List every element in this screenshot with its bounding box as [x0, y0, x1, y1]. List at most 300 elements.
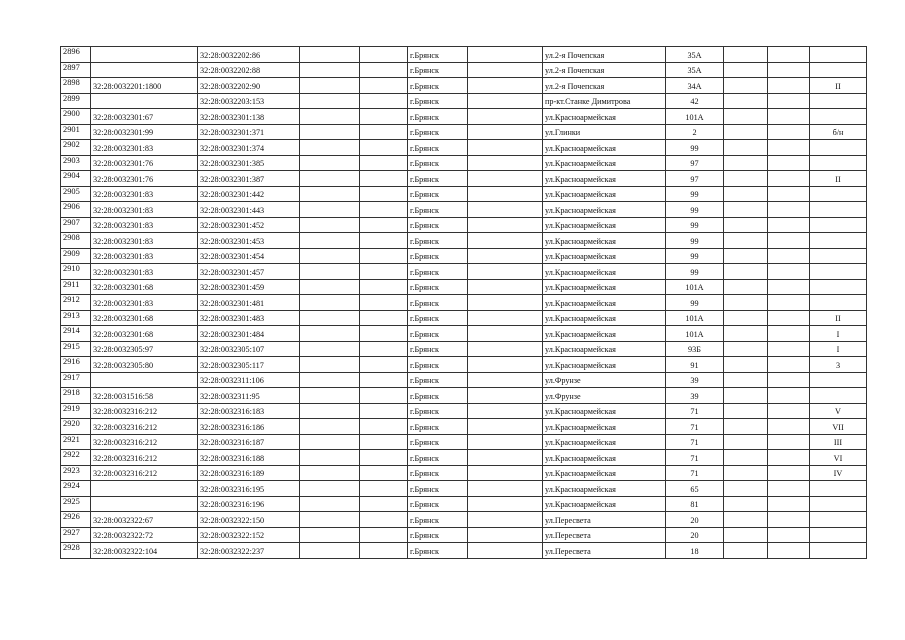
- empty-cell: [724, 372, 768, 388]
- empty-cell: [768, 248, 810, 264]
- parcel-cadastral-number: 32:28:0032301:83: [91, 202, 198, 218]
- table-row: [61, 310, 867, 326]
- empty-cell: [468, 419, 543, 435]
- row-number: 2908: [61, 233, 91, 249]
- empty-cell: [768, 155, 810, 171]
- object-cadastral-number: 32:28:0032301:459: [198, 279, 300, 295]
- parcel-cadastral-number: 32:28:0032301:83: [91, 186, 198, 202]
- letter-cell: [810, 543, 867, 559]
- row-number: 2927: [61, 527, 91, 543]
- letter-cell: [810, 62, 867, 78]
- empty-cell: [768, 109, 810, 125]
- object-cadastral-number: 32:28:0032301:371: [198, 124, 300, 140]
- object-cadastral-number: 32:28:0032301:454: [198, 248, 300, 264]
- street-cell: ул.Красноармейская: [543, 434, 666, 450]
- city-cell: г.Брянск: [408, 341, 468, 357]
- street-cell: ул.2-я Почепская: [543, 78, 666, 94]
- empty-cell: [724, 512, 768, 528]
- empty-cell: [768, 450, 810, 466]
- empty-cell: [360, 124, 408, 140]
- house-number-cell: 99: [666, 186, 724, 202]
- house-number-cell: 34А: [666, 78, 724, 94]
- object-cadastral-number: 32:28:0032322:152: [198, 527, 300, 543]
- empty-cell: [360, 186, 408, 202]
- parcel-cadastral-number: 32:28:0032301:68: [91, 310, 198, 326]
- object-cadastral-number: 32:28:0032301:374: [198, 140, 300, 156]
- empty-cell: [724, 450, 768, 466]
- table-row: [61, 434, 867, 450]
- empty-cell: [768, 341, 810, 357]
- street-cell: ул.Красноармейская: [543, 202, 666, 218]
- house-number-cell: 99: [666, 217, 724, 233]
- empty-cell: [300, 419, 360, 435]
- letter-cell: [810, 248, 867, 264]
- letter-cell: VI: [810, 450, 867, 466]
- street-cell: ул.Красноармейская: [543, 248, 666, 264]
- empty-cell: [360, 496, 408, 512]
- empty-cell: [360, 109, 408, 125]
- letter-cell: [810, 217, 867, 233]
- empty-cell: [468, 186, 543, 202]
- table-row: [61, 233, 867, 249]
- row-number: 2899: [61, 93, 91, 109]
- empty-cell: [724, 155, 768, 171]
- empty-cell: [724, 543, 768, 559]
- row-number: 2909: [61, 248, 91, 264]
- empty-cell: [724, 124, 768, 140]
- empty-cell: [300, 465, 360, 481]
- letter-cell: [810, 279, 867, 295]
- empty-cell: [468, 310, 543, 326]
- house-number-cell: 71: [666, 419, 724, 435]
- empty-cell: [300, 248, 360, 264]
- house-number-cell: 35А: [666, 62, 724, 78]
- letter-cell: [810, 233, 867, 249]
- parcel-cadastral-number: 32:28:0032301:83: [91, 295, 198, 311]
- empty-cell: [724, 62, 768, 78]
- house-number-cell: 71: [666, 465, 724, 481]
- table-row: [61, 450, 867, 466]
- empty-cell: [360, 341, 408, 357]
- empty-cell: [300, 450, 360, 466]
- empty-cell: [300, 434, 360, 450]
- empty-cell: [724, 248, 768, 264]
- row-number: 2912: [61, 295, 91, 311]
- row-number: 2923: [61, 465, 91, 481]
- empty-cell: [468, 248, 543, 264]
- table-row: [61, 171, 867, 187]
- street-cell: пр-кт.Станке Димитрова: [543, 93, 666, 109]
- empty-cell: [360, 527, 408, 543]
- empty-cell: [468, 47, 543, 63]
- empty-cell: [468, 78, 543, 94]
- letter-cell: [810, 109, 867, 125]
- row-number: 2928: [61, 543, 91, 559]
- letter-cell: [810, 527, 867, 543]
- city-cell: г.Брянск: [408, 233, 468, 249]
- street-cell: ул.Красноармейская: [543, 481, 666, 497]
- row-number: 2898: [61, 78, 91, 94]
- object-cadastral-number: 32:28:0032202:90: [198, 78, 300, 94]
- empty-cell: [300, 217, 360, 233]
- street-cell: ул.Красноармейская: [543, 109, 666, 125]
- row-number: 2897: [61, 62, 91, 78]
- street-cell: ул.Красноармейская: [543, 419, 666, 435]
- street-cell: ул.Красноармейская: [543, 465, 666, 481]
- empty-cell: [360, 93, 408, 109]
- registry-table: [60, 46, 867, 559]
- empty-cell: [724, 279, 768, 295]
- empty-cell: [768, 496, 810, 512]
- city-cell: г.Брянск: [408, 47, 468, 63]
- registry-body: [61, 47, 867, 559]
- street-cell: ул.Пересвета: [543, 543, 666, 559]
- empty-cell: [360, 450, 408, 466]
- empty-cell: [360, 217, 408, 233]
- empty-cell: [300, 326, 360, 342]
- table-row: [61, 279, 867, 295]
- empty-cell: [768, 295, 810, 311]
- empty-cell: [360, 47, 408, 63]
- letter-cell: IV: [810, 465, 867, 481]
- city-cell: г.Брянск: [408, 217, 468, 233]
- empty-cell: [468, 481, 543, 497]
- object-cadastral-number: 32:28:0032301:138: [198, 109, 300, 125]
- parcel-cadastral-number: 32:28:0032301:68: [91, 279, 198, 295]
- empty-cell: [724, 310, 768, 326]
- street-cell: ул.Красноармейская: [543, 357, 666, 373]
- parcel-cadastral-number: 32:28:0032301:76: [91, 171, 198, 187]
- object-cadastral-number: 32:28:0032301:443: [198, 202, 300, 218]
- parcel-cadastral-number: 32:28:0032322:104: [91, 543, 198, 559]
- empty-cell: [468, 217, 543, 233]
- table-row: [61, 47, 867, 63]
- empty-cell: [360, 295, 408, 311]
- city-cell: г.Брянск: [408, 527, 468, 543]
- street-cell: ул.Красноармейская: [543, 295, 666, 311]
- city-cell: г.Брянск: [408, 357, 468, 373]
- row-number: 2896: [61, 47, 91, 63]
- street-cell: ул.Пересвета: [543, 512, 666, 528]
- street-cell: ул.Красноармейская: [543, 279, 666, 295]
- parcel-cadastral-number: 32:28:0032301:83: [91, 264, 198, 280]
- row-number: 2920: [61, 419, 91, 435]
- letter-cell: II: [810, 171, 867, 187]
- parcel-cadastral-number: 32:28:0032301:67: [91, 109, 198, 125]
- city-cell: г.Брянск: [408, 450, 468, 466]
- empty-cell: [468, 326, 543, 342]
- street-cell: ул.Красноармейская: [543, 264, 666, 280]
- table-row: [61, 527, 867, 543]
- city-cell: г.Брянск: [408, 93, 468, 109]
- city-cell: г.Брянск: [408, 279, 468, 295]
- object-cadastral-number: 32:28:0032301:385: [198, 155, 300, 171]
- empty-cell: [768, 171, 810, 187]
- house-number-cell: 71: [666, 434, 724, 450]
- empty-cell: [768, 202, 810, 218]
- empty-cell: [768, 78, 810, 94]
- empty-cell: [360, 202, 408, 218]
- row-number: 2901: [61, 124, 91, 140]
- letter-cell: [810, 186, 867, 202]
- empty-cell: [468, 202, 543, 218]
- house-number-cell: 99: [666, 295, 724, 311]
- row-number: 2900: [61, 109, 91, 125]
- empty-cell: [768, 527, 810, 543]
- house-number-cell: 101А: [666, 310, 724, 326]
- house-number-cell: 97: [666, 155, 724, 171]
- city-cell: г.Брянск: [408, 388, 468, 404]
- house-number-cell: 81: [666, 496, 724, 512]
- table-row: [61, 124, 867, 140]
- empty-cell: [360, 62, 408, 78]
- empty-cell: [768, 388, 810, 404]
- empty-cell: [300, 295, 360, 311]
- empty-cell: [724, 357, 768, 373]
- city-cell: г.Брянск: [408, 372, 468, 388]
- letter-cell: [810, 140, 867, 156]
- empty-cell: [768, 140, 810, 156]
- letter-cell: III: [810, 434, 867, 450]
- empty-cell: [724, 496, 768, 512]
- empty-cell: [360, 279, 408, 295]
- letter-cell: I: [810, 326, 867, 342]
- object-cadastral-number: 32:28:0032301:481: [198, 295, 300, 311]
- empty-cell: [724, 233, 768, 249]
- parcel-cadastral-number: 32:28:0032305:97: [91, 341, 198, 357]
- object-cadastral-number: 32:28:0032202:88: [198, 62, 300, 78]
- empty-cell: [724, 93, 768, 109]
- city-cell: г.Брянск: [408, 155, 468, 171]
- empty-cell: [468, 543, 543, 559]
- house-number-cell: 65: [666, 481, 724, 497]
- letter-cell: II: [810, 78, 867, 94]
- empty-cell: [724, 109, 768, 125]
- empty-cell: [360, 419, 408, 435]
- street-cell: ул.Красноармейская: [543, 496, 666, 512]
- empty-cell: [468, 512, 543, 528]
- table-row: [61, 186, 867, 202]
- object-cadastral-number: 32:28:0032301:452: [198, 217, 300, 233]
- table-row: [61, 295, 867, 311]
- parcel-cadastral-number: [91, 496, 198, 512]
- house-number-cell: 99: [666, 248, 724, 264]
- empty-cell: [300, 78, 360, 94]
- letter-cell: [810, 264, 867, 280]
- parcel-cadastral-number: 32:28:0032322:72: [91, 527, 198, 543]
- street-cell: ул.2-я Почепская: [543, 62, 666, 78]
- street-cell: ул.Красноармейская: [543, 140, 666, 156]
- letter-cell: V: [810, 403, 867, 419]
- parcel-cadastral-number: 32:28:0032201:1800: [91, 78, 198, 94]
- street-cell: ул.Фрунзе: [543, 388, 666, 404]
- table-row: [61, 419, 867, 435]
- table-row: [61, 481, 867, 497]
- empty-cell: [360, 171, 408, 187]
- city-cell: г.Брянск: [408, 62, 468, 78]
- parcel-cadastral-number: [91, 47, 198, 63]
- street-cell: ул.Красноармейская: [543, 186, 666, 202]
- row-number: 2922: [61, 450, 91, 466]
- empty-cell: [300, 47, 360, 63]
- empty-cell: [724, 341, 768, 357]
- object-cadastral-number: 32:28:0032202:86: [198, 47, 300, 63]
- object-cadastral-number: 32:28:0032316:196: [198, 496, 300, 512]
- table-row: [61, 264, 867, 280]
- object-cadastral-number: 32:28:0032311:95: [198, 388, 300, 404]
- object-cadastral-number: 32:28:0032316:195: [198, 481, 300, 497]
- city-cell: г.Брянск: [408, 295, 468, 311]
- empty-cell: [724, 527, 768, 543]
- house-number-cell: 99: [666, 140, 724, 156]
- row-number: 2918: [61, 388, 91, 404]
- table-row: [61, 155, 867, 171]
- empty-cell: [300, 124, 360, 140]
- empty-cell: [468, 124, 543, 140]
- city-cell: г.Брянск: [408, 512, 468, 528]
- city-cell: г.Брянск: [408, 264, 468, 280]
- empty-cell: [360, 388, 408, 404]
- parcel-cadastral-number: 32:28:0032322:67: [91, 512, 198, 528]
- empty-cell: [360, 248, 408, 264]
- letter-cell: [810, 202, 867, 218]
- empty-cell: [360, 481, 408, 497]
- empty-cell: [724, 419, 768, 435]
- object-cadastral-number: 32:28:0032301:484: [198, 326, 300, 342]
- city-cell: г.Брянск: [408, 140, 468, 156]
- empty-cell: [724, 434, 768, 450]
- table-row: [61, 217, 867, 233]
- street-cell: ул.Красноармейская: [543, 341, 666, 357]
- table-row: [61, 140, 867, 156]
- table-row: [61, 341, 867, 357]
- letter-cell: [810, 388, 867, 404]
- empty-cell: [724, 186, 768, 202]
- empty-cell: [300, 403, 360, 419]
- empty-cell: [724, 217, 768, 233]
- street-cell: ул.Красноармейская: [543, 217, 666, 233]
- house-number-cell: 35А: [666, 47, 724, 63]
- letter-cell: [810, 295, 867, 311]
- empty-cell: [300, 341, 360, 357]
- city-cell: г.Брянск: [408, 186, 468, 202]
- house-number-cell: 71: [666, 403, 724, 419]
- table-row: [61, 62, 867, 78]
- row-number: 2925: [61, 496, 91, 512]
- city-cell: г.Брянск: [408, 310, 468, 326]
- object-cadastral-number: 32:28:0032311:106: [198, 372, 300, 388]
- object-cadastral-number: 32:28:0032316:186: [198, 419, 300, 435]
- empty-cell: [300, 310, 360, 326]
- empty-cell: [468, 388, 543, 404]
- object-cadastral-number: 32:28:0032301:442: [198, 186, 300, 202]
- city-cell: г.Брянск: [408, 171, 468, 187]
- row-number: 2919: [61, 403, 91, 419]
- empty-cell: [468, 155, 543, 171]
- empty-cell: [360, 310, 408, 326]
- row-number: 2903: [61, 155, 91, 171]
- letter-cell: [810, 47, 867, 63]
- empty-cell: [300, 388, 360, 404]
- object-cadastral-number: 32:28:0032305:117: [198, 357, 300, 373]
- empty-cell: [468, 372, 543, 388]
- object-cadastral-number: 32:28:0032316:188: [198, 450, 300, 466]
- empty-cell: [300, 357, 360, 373]
- empty-cell: [300, 140, 360, 156]
- empty-cell: [468, 527, 543, 543]
- table-row: [61, 388, 867, 404]
- object-cadastral-number: 32:28:0032301:387: [198, 171, 300, 187]
- street-cell: ул.Глинки: [543, 124, 666, 140]
- table-row: [61, 93, 867, 109]
- object-cadastral-number: 32:28:0032301:457: [198, 264, 300, 280]
- empty-cell: [768, 233, 810, 249]
- empty-cell: [468, 140, 543, 156]
- table-row: [61, 465, 867, 481]
- empty-cell: [724, 326, 768, 342]
- empty-cell: [768, 465, 810, 481]
- parcel-cadastral-number: 32:28:0032301:68: [91, 326, 198, 342]
- table-row: [61, 357, 867, 373]
- parcel-cadastral-number: [91, 93, 198, 109]
- row-number: 2915: [61, 341, 91, 357]
- empty-cell: [468, 357, 543, 373]
- house-number-cell: 101А: [666, 109, 724, 125]
- empty-cell: [300, 527, 360, 543]
- empty-cell: [768, 47, 810, 63]
- house-number-cell: 99: [666, 264, 724, 280]
- row-number: 2911: [61, 279, 91, 295]
- empty-cell: [300, 481, 360, 497]
- house-number-cell: 39: [666, 388, 724, 404]
- object-cadastral-number: 32:28:0032322:237: [198, 543, 300, 559]
- empty-cell: [768, 310, 810, 326]
- empty-cell: [724, 78, 768, 94]
- city-cell: г.Брянск: [408, 78, 468, 94]
- empty-cell: [300, 109, 360, 125]
- house-number-cell: 71: [666, 450, 724, 466]
- house-number-cell: 101А: [666, 279, 724, 295]
- empty-cell: [724, 202, 768, 218]
- empty-cell: [300, 496, 360, 512]
- empty-cell: [768, 326, 810, 342]
- empty-cell: [468, 279, 543, 295]
- empty-cell: [768, 62, 810, 78]
- object-cadastral-number: 32:28:0032316:183: [198, 403, 300, 419]
- object-cadastral-number: 32:28:0032322:150: [198, 512, 300, 528]
- parcel-cadastral-number: 32:28:0032301:83: [91, 248, 198, 264]
- letter-cell: VII: [810, 419, 867, 435]
- empty-cell: [768, 512, 810, 528]
- table-row: [61, 372, 867, 388]
- parcel-cadastral-number: 32:28:0032316:212: [91, 434, 198, 450]
- empty-cell: [360, 512, 408, 528]
- row-number: 2926: [61, 512, 91, 528]
- empty-cell: [724, 171, 768, 187]
- city-cell: г.Брянск: [408, 109, 468, 125]
- empty-cell: [360, 543, 408, 559]
- empty-cell: [724, 465, 768, 481]
- empty-cell: [300, 372, 360, 388]
- house-number-cell: 97: [666, 171, 724, 187]
- letter-cell: [810, 481, 867, 497]
- city-cell: г.Брянск: [408, 202, 468, 218]
- empty-cell: [468, 93, 543, 109]
- empty-cell: [768, 93, 810, 109]
- empty-cell: [300, 202, 360, 218]
- empty-cell: [724, 295, 768, 311]
- city-cell: г.Брянск: [408, 481, 468, 497]
